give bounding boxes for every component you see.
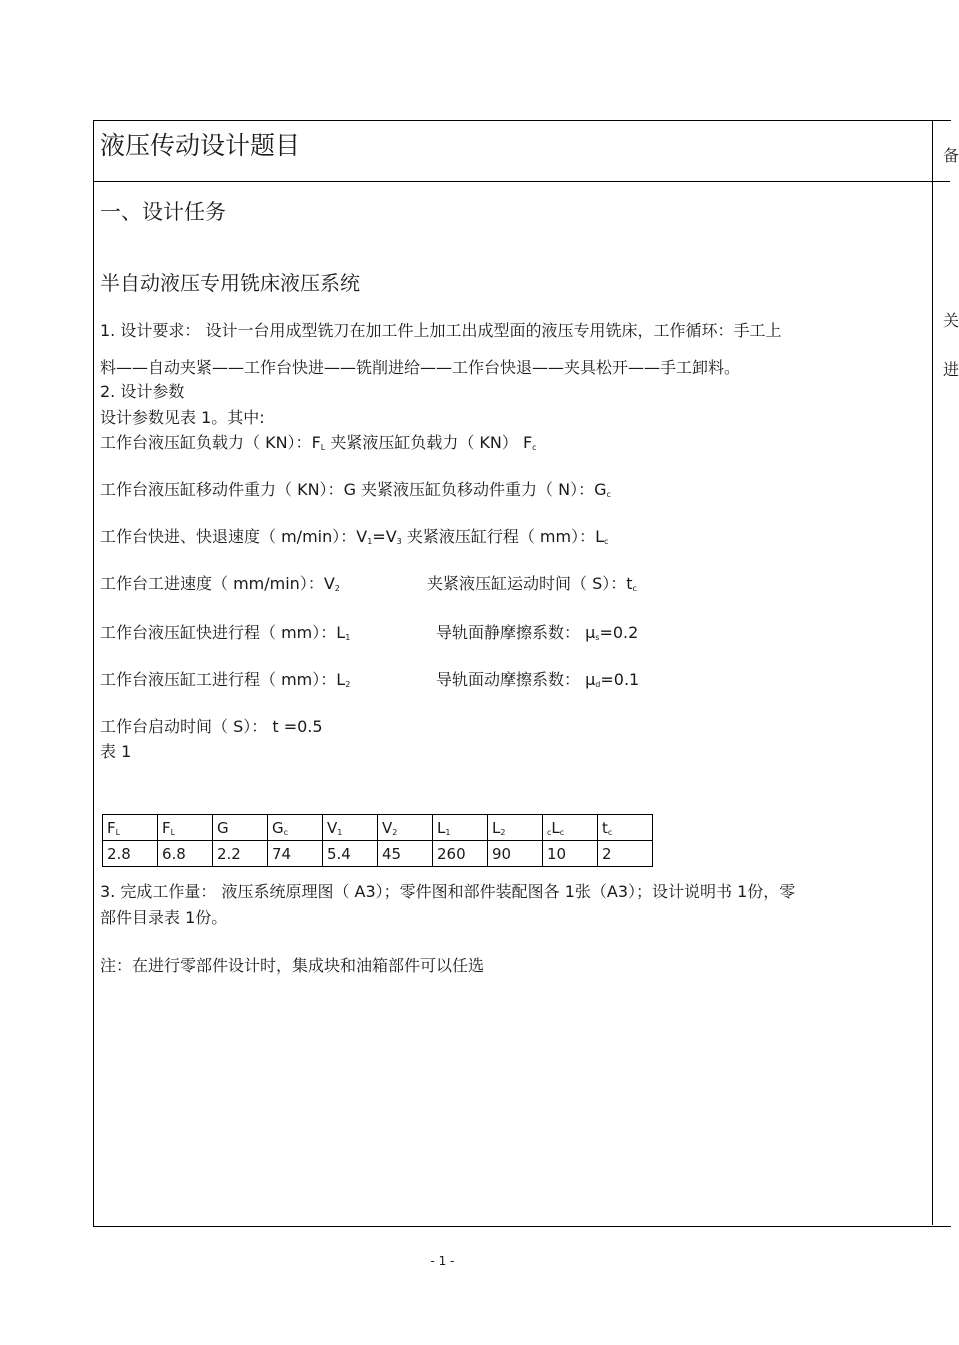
table-cell: 2 bbox=[598, 841, 653, 867]
page-number: - 1 - bbox=[430, 1254, 455, 1268]
param-label-2: 夹紧液压缸行程（ mm）： bbox=[401, 527, 596, 546]
param-line-6 bbox=[100, 667, 350, 690]
param-subscript-2: c bbox=[604, 537, 609, 546]
param-label-2: 导轨面动摩擦系数： bbox=[436, 670, 581, 689]
param-line-5-right bbox=[436, 620, 638, 643]
section-heading: 一、设计任务 bbox=[100, 200, 226, 224]
param-subscript: 2 bbox=[334, 584, 340, 593]
side-column-char: 关 bbox=[943, 311, 959, 330]
param-line-5 bbox=[100, 620, 350, 643]
param-subscript-2: c bbox=[532, 443, 537, 452]
param-subscript-2: c bbox=[632, 584, 637, 593]
param-symbol: G bbox=[343, 480, 356, 499]
param-line-3 bbox=[100, 524, 608, 547]
table-header-cell: $t_c$ bbox=[598, 815, 653, 841]
table-header-cell: $L_2$ bbox=[488, 815, 543, 841]
param-label: 工作台液压缸移动件重力（ KN）： bbox=[100, 480, 344, 499]
param-value-2: =0.2 bbox=[599, 623, 639, 642]
param-label-2: 夹紧液压缸负移动件重力（ N）： bbox=[355, 480, 595, 499]
table-header-cell: $G_c$ bbox=[268, 815, 323, 841]
param-line-7 bbox=[100, 714, 323, 737]
table-label: 表 1 bbox=[100, 742, 132, 761]
param-label: 工作台工进速度（ mm/min）： bbox=[100, 574, 324, 593]
table-header-cell: $V_2$ bbox=[378, 815, 433, 841]
param-symbol: V bbox=[356, 527, 368, 546]
param-subscript-2: d bbox=[595, 680, 601, 689]
param-symbol-2: μ bbox=[585, 670, 596, 689]
table-header-cell: G bbox=[213, 815, 268, 841]
param-label: 工作台液压缸快进行程（ mm）： bbox=[100, 623, 337, 642]
table-header-row bbox=[103, 815, 653, 841]
side-column-char: 进 bbox=[943, 360, 959, 379]
table-value-row bbox=[103, 841, 653, 867]
param-subscript: 1 bbox=[367, 537, 373, 546]
table-cell: 2.2 bbox=[213, 841, 268, 867]
param-subscript-b: 3 bbox=[396, 537, 402, 546]
title-divider bbox=[93, 181, 950, 182]
param-subscript: 2 bbox=[345, 680, 351, 689]
param-line-6-right bbox=[436, 667, 639, 690]
param-symbol-2: G bbox=[594, 480, 607, 499]
param-symbol: F bbox=[311, 433, 321, 452]
table-cell: 45 bbox=[378, 841, 433, 867]
design-note: 注：在进行零部件设计时，集成块和油箱部件可以任选 bbox=[100, 956, 485, 975]
param-subscript-2: c bbox=[606, 490, 611, 499]
param-subscript: 1 bbox=[345, 633, 351, 642]
param-label-2: 导轨面静摩擦系数： bbox=[436, 623, 581, 642]
table-cell: 10 bbox=[543, 841, 598, 867]
param-line-4 bbox=[100, 571, 340, 594]
param-label: 工作台快进、快退速度（ m/min）： bbox=[100, 527, 357, 546]
param-equals: =V bbox=[372, 527, 397, 546]
param-symbol: L bbox=[336, 623, 346, 642]
parameters-table bbox=[102, 814, 653, 867]
param-symbol-2: L bbox=[595, 527, 605, 546]
side-column-char: 备 bbox=[943, 146, 959, 165]
table-cell: 2.8 bbox=[103, 841, 158, 867]
param-symbol-2: t bbox=[626, 574, 633, 593]
table-header-cell: $V_1$ bbox=[323, 815, 378, 841]
table-cell: 90 bbox=[488, 841, 543, 867]
table-header-cell: $F_L$ bbox=[158, 815, 213, 841]
param-label-2: 夹紧液压缸运动时间（ S）： bbox=[427, 574, 627, 593]
table-cell: 6.8 bbox=[158, 841, 213, 867]
table-cell: 74 bbox=[268, 841, 323, 867]
params-intro: 设计参数见表 1。其中: bbox=[100, 408, 265, 427]
table-cell: 260 bbox=[433, 841, 488, 867]
param-symbol: V bbox=[323, 574, 335, 593]
requirement-line-2: 料——自动夹紧——工作台快进——铣削进给——工作台快退——夹具松开——手工卸料。 bbox=[100, 358, 741, 377]
table-header-cell: $_cL_c$ bbox=[543, 815, 598, 841]
param-value: t =0.5 bbox=[272, 717, 323, 736]
param-symbol-2: F bbox=[522, 433, 533, 452]
param-subscript: L bbox=[320, 443, 326, 452]
table-header-cell: $L_1$ bbox=[433, 815, 488, 841]
param-symbol: L bbox=[336, 670, 346, 689]
param-line-1 bbox=[100, 430, 537, 453]
params-heading: 2. 设计参数 bbox=[100, 382, 185, 401]
param-line-2 bbox=[100, 477, 611, 500]
workload-line-1: 3. 完成工作量： 液压系统原理图（ A3）；零件图和部件装配图各 1张（A3）；设计说明书 1份，零 bbox=[100, 882, 796, 901]
param-label: 工作台启动时间（ S）： bbox=[100, 717, 268, 736]
page-title: 液压传动设计题目 bbox=[100, 131, 301, 160]
workload-line-2: 部件目录表 1份。 bbox=[100, 908, 228, 927]
requirement-line-1: 1. 设计要求： 设计一台用成型铣刀在加工件上加工出成型面的液压专用铣床，工作循环：手工上 bbox=[100, 321, 782, 340]
param-value-2: =0.1 bbox=[600, 670, 640, 689]
param-label: 工作台液压缸工进行程（ mm）： bbox=[100, 670, 337, 689]
table-cell: 5.4 bbox=[323, 841, 378, 867]
param-line-4-right bbox=[427, 571, 637, 594]
param-symbol-2: μ bbox=[585, 623, 596, 642]
table-header-cell: $F_L$ bbox=[103, 815, 158, 841]
param-subscript-2: s bbox=[595, 633, 600, 642]
param-label: 工作台液压缸负载力（ KN）： bbox=[100, 433, 312, 452]
subject-heading: 半自动液压专用铣床液压系统 bbox=[100, 271, 360, 295]
param-label-2: 夹紧液压缸负载力（ KN） bbox=[325, 433, 523, 452]
right-column-divider bbox=[932, 120, 933, 1225]
